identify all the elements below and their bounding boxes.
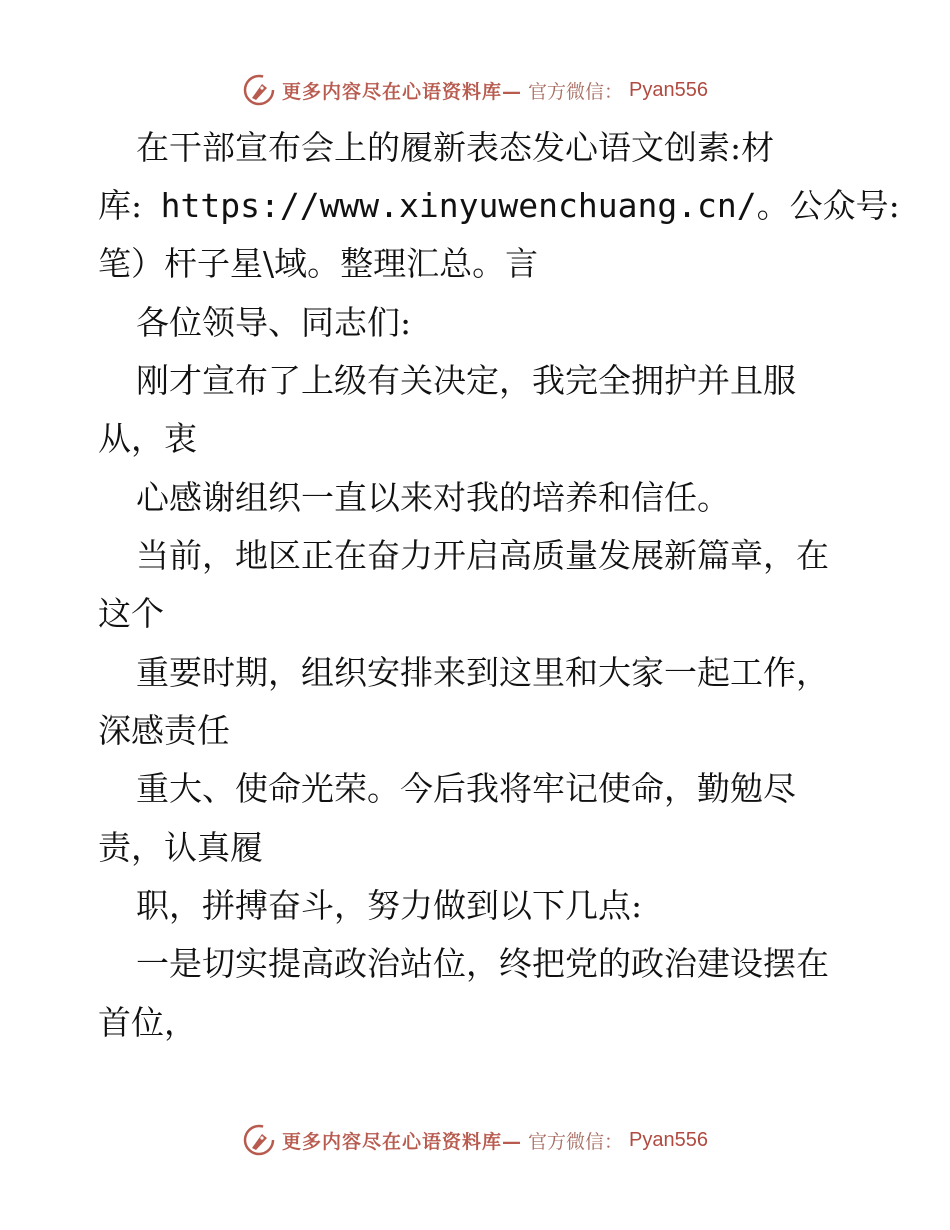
body-line-10: 重要时期，组织安排来到这里和大家一起工作， — [136, 653, 829, 692]
body-line-3: 笔）杆子星\域。整理汇总。言 — [98, 244, 539, 283]
body-line-6: 从，衷 — [98, 419, 197, 458]
body-line-2-prefix: 库: — [98, 186, 143, 225]
header-text: 更多内容尽在心语资料库— — [282, 80, 523, 103]
pen-nib-logo-icon — [242, 1123, 276, 1157]
footer-wechat-id: Pyan556 — [629, 1128, 708, 1151]
body-line-15: 一是切实提高政治站位，终把党的政治建设摆在 — [136, 944, 829, 983]
body-line-2-url: https://www.xinyuwenchuang.cn/ — [160, 186, 757, 225]
body-line-8: 当前，地区正在奋力开启高质量发展新篇章，在 — [136, 536, 829, 575]
body-line-1: 在干部宣布会上的履新表态发心语文创素:材 — [136, 128, 775, 167]
body-line-7: 心感谢组织一直以来对我的培养和信任。 — [136, 478, 730, 517]
header-wechat-id: Pyan556 — [629, 78, 708, 101]
body-line-5: 刚才宣布了上级有关决定，我完全拥护并且服 — [136, 361, 796, 400]
footer-text: 更多内容尽在心语资料库— — [282, 1130, 523, 1153]
header-contact-label: 官方微信： — [528, 80, 624, 103]
body-line-4: 各位领导、同志们: — [136, 303, 412, 342]
body-line-2 — [98, 186, 900, 226]
body-line-12: 重大、使命光荣。今后我将牢记使命，勤勉尽 — [136, 769, 796, 808]
body-line-9: 这个 — [98, 594, 164, 633]
body-line-16: 首位， — [98, 1003, 197, 1042]
footer-banner — [0, 1120, 950, 1160]
body-line-2-suffix: 。公众号: — [756, 186, 900, 225]
body-line-11: 深感责任 — [98, 711, 230, 750]
body-line-13: 责，认真履 — [98, 828, 263, 867]
body-line-14: 职，拼搏奋斗，努力做到以下几点: — [136, 886, 643, 925]
footer-contact-label: 官方微信： — [528, 1130, 624, 1153]
